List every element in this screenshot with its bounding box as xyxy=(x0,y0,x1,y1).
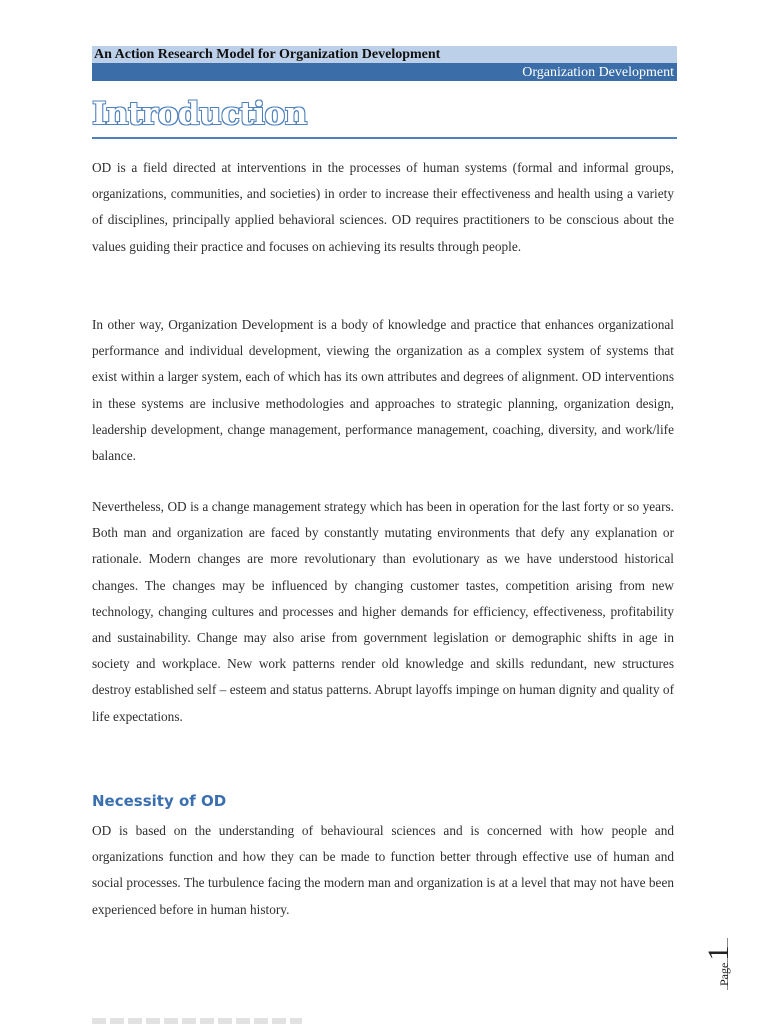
page-label: Page xyxy=(717,962,731,986)
header-section-label: Organization Development xyxy=(522,65,674,80)
header-document-title-band xyxy=(92,46,677,63)
paragraph-2: In other way, Organization Development is a body of knowledge and practice that enhances organizational performance and individual development, viewing the organization as a complex system of systems that exist within a larger system, each of which has its own attributes and degrees of alignment. OD interventions in these systems are inclusive methodologies and approaches to strategic planning, organization design, leadership development, change management, performance management, coaching, diversity, and work/life balance. xyxy=(92,317,674,464)
page-title: Introduction xyxy=(92,96,307,132)
header-section-band xyxy=(92,63,677,81)
page-number-value: 1 xyxy=(702,945,735,961)
paragraph-necessity: OD is based on the understanding of behavioural sciences and is concerned with how people and organizations function and how they can be made to function better through effective use of human and social processes. The turbulence facing the modern man and organization is at a level that may not have been experienced before in human history. xyxy=(92,823,674,917)
next-section-cutoff xyxy=(92,1018,302,1024)
title-divider xyxy=(92,137,677,139)
paragraph-1: OD is a field directed at interventions in the processes of human systems (formal and informal groups, organizations, communities, and societies) in order to increase their effectiveness and health using a variety of disciplines, principally applied behavioral sciences. OD requires practitioners to be conscious about the values guiding their practice and focuses on achieving its results through people. xyxy=(92,160,674,254)
paragraph-3: Nevertheless, OD is a change management strategy which has been in operation for the last forty or so years. Both man and organization are faced by constantly mutating environments that defy any explanation or rationale. Modern changes are more revolutionary than evolutionary as we have understood historical changes. The changes may be influenced by changing customer tastes, competition arising from new technology, changing cultures and processes and higher demands for efficiency, effectiveness, profitability and sustainability. Change may also arise from government legislation or demographic shifts in age in society and workplace. New work patterns render old knowledge and skills redundant, new structures destroy established self – esteem and status patterns. Abrupt layoffs impinge on human dignity and quality of life expectations. xyxy=(92,499,674,724)
header-document-title: An Action Research Model for Organization Development xyxy=(94,47,441,62)
section-heading-necessity: Necessity of OD xyxy=(92,792,227,810)
page-number xyxy=(702,946,736,986)
